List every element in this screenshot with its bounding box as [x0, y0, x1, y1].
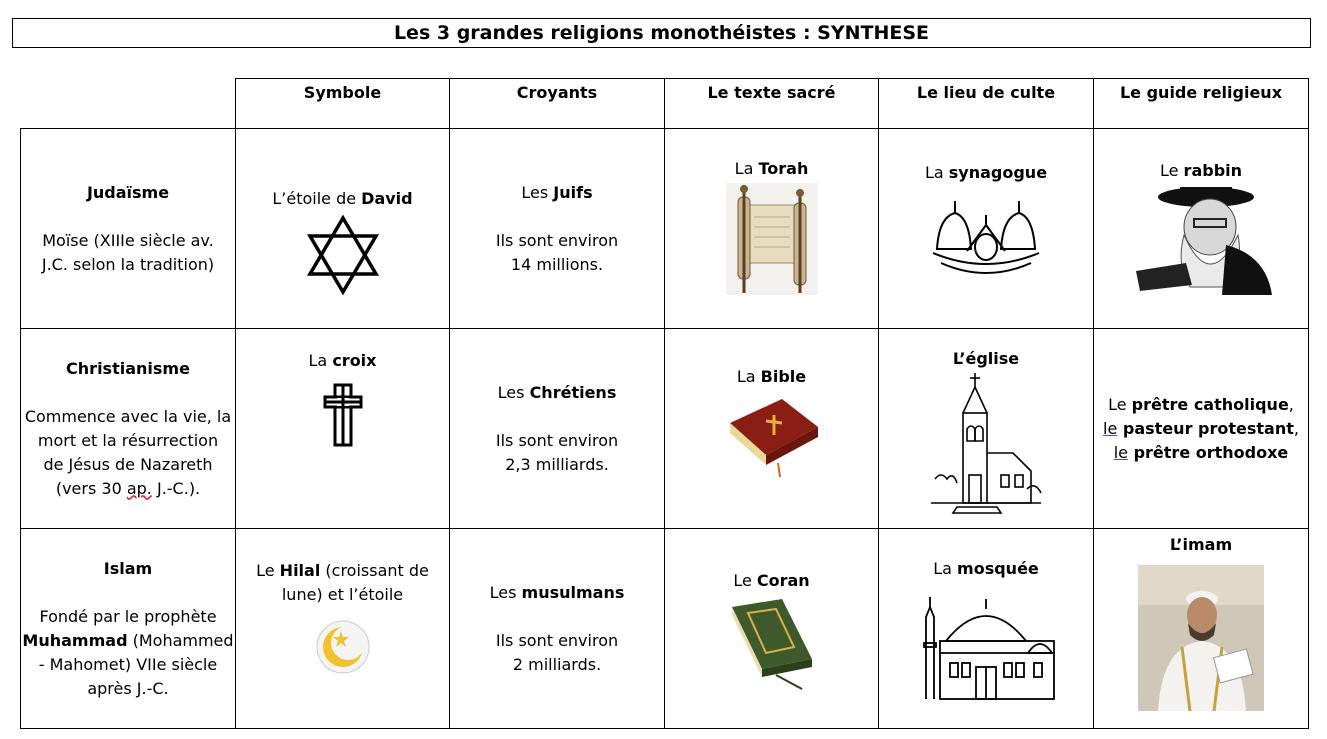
symbol-cell-islam: [236, 529, 450, 729]
religion-desc-line: de Jésus de Nazareth: [43, 454, 213, 474]
text-cell-islam: [665, 529, 879, 729]
row-judaisme: [21, 129, 1309, 329]
text-cell-judaisme: [665, 129, 879, 329]
symbol-cell-christianisme: [236, 329, 450, 529]
religion-cell-islam: [21, 529, 236, 729]
header-symbole: Symbole: [236, 79, 450, 129]
guide-label: Le rabbin: [1159, 161, 1243, 180]
count-line: 14 millions.: [510, 254, 604, 274]
header-texte-sacre: Le texte sacré: [665, 79, 879, 129]
religion-desc-line: Fondé par le prophète: [39, 606, 217, 626]
coran-book-image: [724, 595, 820, 691]
religion-desc-line: - Mahomet) VIIe siècle: [38, 654, 218, 674]
believers-cell-christianisme: [450, 329, 665, 529]
corner-cell: [21, 79, 236, 129]
religion-desc-line: J.C. selon la tradition): [41, 254, 215, 274]
text-label: La Torah: [734, 159, 809, 178]
crescent-star-icon: [315, 619, 371, 675]
religion-desc-line: après J.-C.: [87, 678, 169, 698]
religion-desc-line: (vers 30 ap. J.-C.).: [55, 478, 201, 498]
believers-label: Les Chrétiens: [497, 382, 617, 402]
guide-line: le prêtre orthodoxe: [1113, 442, 1289, 462]
place-cell-christianisme: [879, 329, 1094, 529]
guide-cell-christianisme: [1094, 329, 1309, 529]
guide-cell-islam: [1094, 529, 1309, 729]
religion-desc-line: Moïse (XIIIe siècle av.: [42, 230, 214, 250]
believers-cell-islam: [450, 529, 665, 729]
symbol-label: L’étoile de David: [272, 189, 413, 208]
religion-name: Judaïsme: [86, 182, 170, 202]
rabbi-photo: [1126, 185, 1276, 295]
count-line: Ils sont environ: [495, 230, 619, 250]
place-label: La synagogue: [924, 163, 1048, 182]
symbol-label: Le Hilal (croissant de: [256, 561, 429, 580]
believers-cell-judaisme: [450, 129, 665, 329]
synthesis-table: [20, 78, 1309, 729]
place-cell-judaisme: [879, 129, 1094, 329]
count-line: 2 milliards.: [512, 654, 602, 674]
count-line: 2,3 milliards.: [505, 454, 609, 474]
text-label: Le Coran: [733, 571, 810, 590]
header-guide-religieux: Le guide religieux: [1094, 79, 1309, 129]
imam-photo: [1138, 565, 1264, 711]
church-drawing: [927, 371, 1045, 517]
religion-name: Christianisme: [66, 358, 190, 378]
guide-label: L’imam: [1169, 535, 1233, 554]
header-croyants: Croyants: [450, 79, 665, 129]
torah-scroll-image: [726, 183, 818, 295]
cross-icon: [323, 383, 363, 447]
row-islam: [21, 529, 1309, 729]
row-christianisme: [21, 329, 1309, 529]
religion-cell-christianisme: [21, 329, 236, 529]
religion-desc-line: Commence avec la vie, la: [24, 406, 232, 426]
guide-cell-judaisme: [1094, 129, 1309, 329]
religion-name: Islam: [103, 558, 153, 578]
header-row: [21, 79, 1309, 129]
text-cell-christianisme: [665, 329, 879, 529]
guide-line: le pasteur protestant,: [1103, 418, 1299, 438]
page-title: Les 3 grandes religions monothéistes : SYNTHESE: [12, 18, 1311, 48]
religion-desc-line: Muhammad (Mohammed: [22, 630, 234, 650]
bible-book-image: [722, 393, 822, 479]
place-cell-islam: [879, 529, 1094, 729]
believers-label: Les Juifs: [521, 182, 593, 202]
symbol-label: La croix: [308, 351, 377, 370]
place-label: L’église: [952, 349, 1020, 368]
count-line: Ils sont environ: [495, 430, 619, 450]
guide-line: Le prêtre catholique,: [1108, 394, 1294, 414]
religion-cell-judaisme: [21, 129, 236, 329]
symbol-label-line2: lune) et l’étoile: [281, 585, 404, 604]
religion-desc-line: mort et la résurrection: [37, 430, 219, 450]
header-lieu-de-culte: Le lieu de culte: [879, 79, 1094, 129]
believers-label: Les musulmans: [489, 582, 625, 602]
mosque-drawing: [916, 583, 1056, 703]
synagogue-drawing: [927, 189, 1045, 281]
symbol-cell-judaisme: [236, 129, 450, 329]
text-label: La Bible: [736, 367, 807, 386]
count-line: Ils sont environ: [495, 630, 619, 650]
place-label: La mosquée: [933, 559, 1039, 578]
star-of-david-icon: [306, 215, 380, 295]
